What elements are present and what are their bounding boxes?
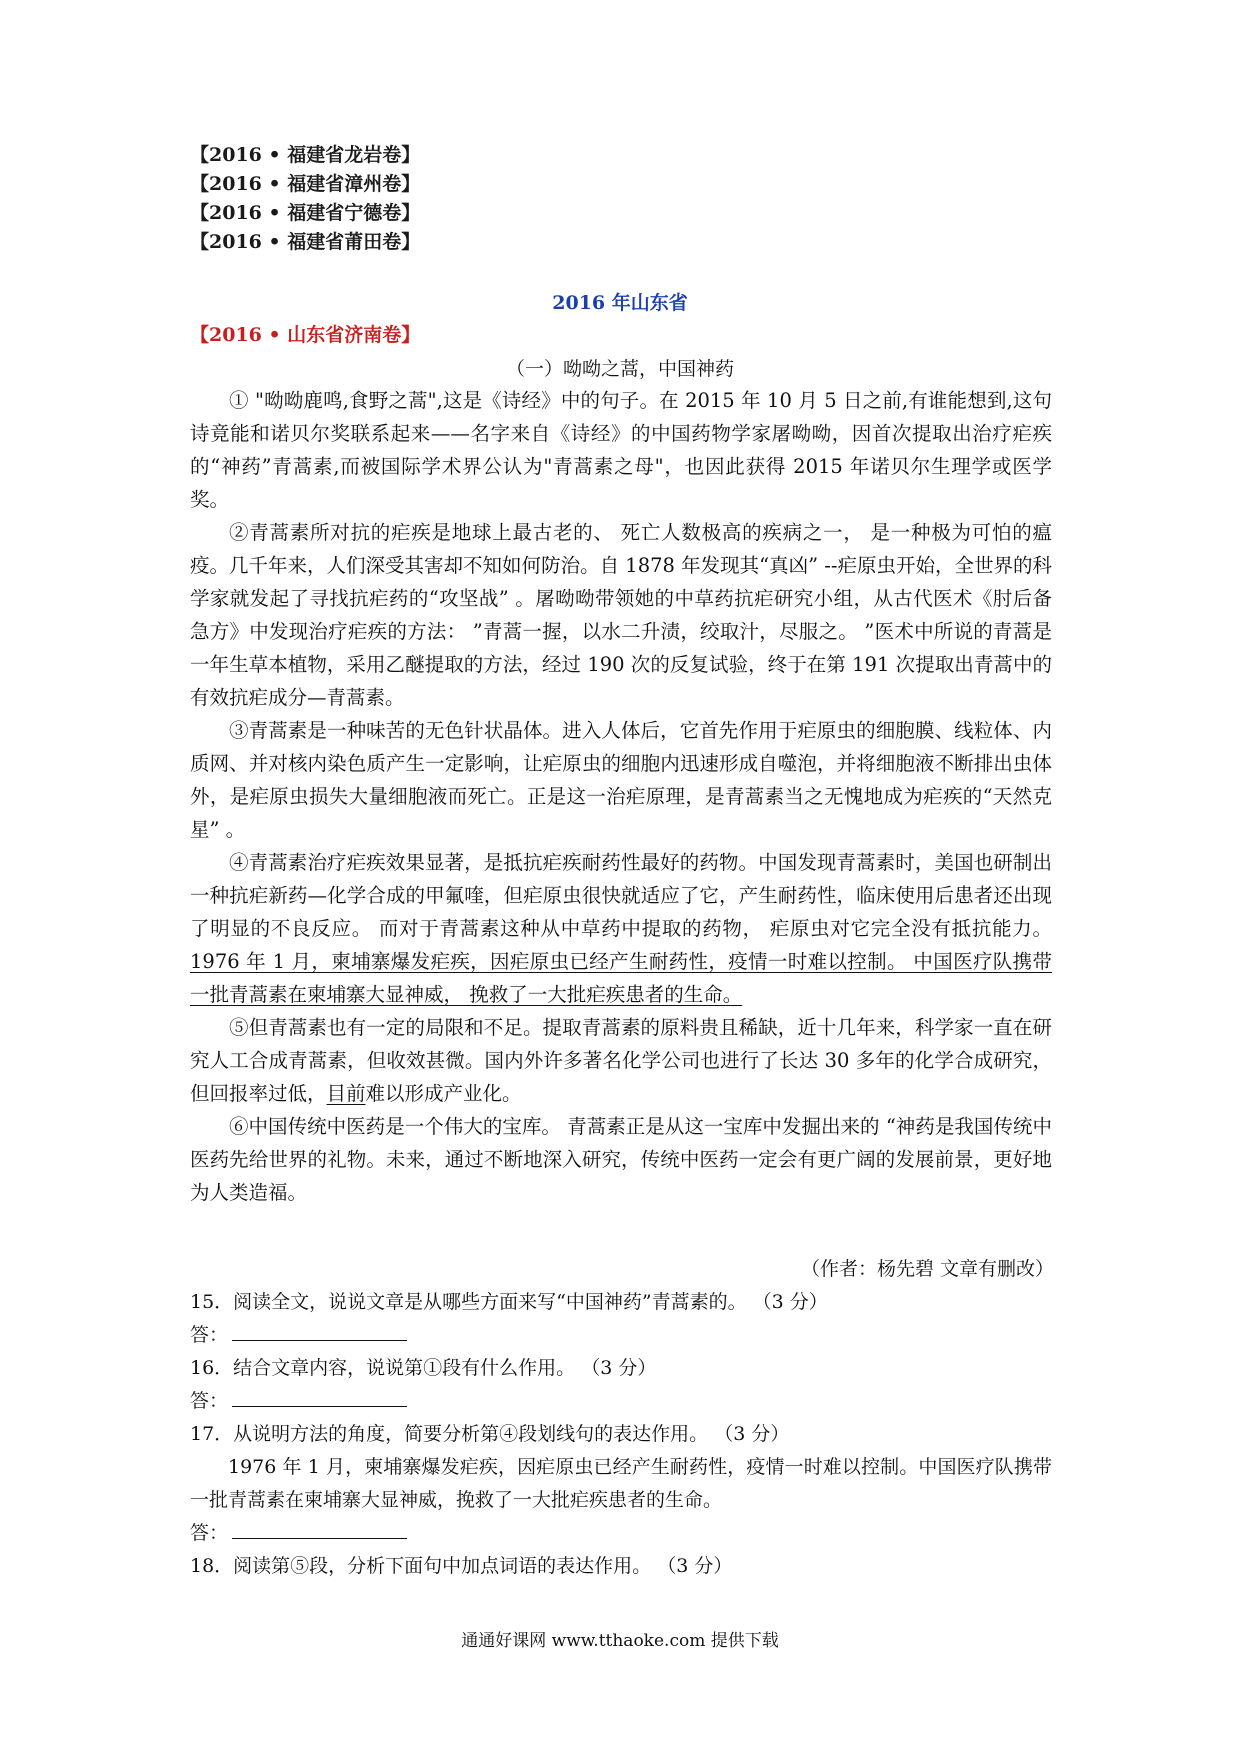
answer-15 <box>190 1319 1052 1352</box>
answer-blank-16[interactable] <box>232 1388 407 1407</box>
author-note: （作者：杨先碧 文章有删改） <box>800 1258 1054 1280</box>
answer-label: 答： <box>190 1324 229 1346</box>
page-footer: 通通好课网 www.tthaoke.com 提供下载 <box>461 1631 779 1651</box>
paragraph-5-text: ⑤但青蒿素也有一定的局限和不足。提取青蒿素的原料贵且稀缺，近十几年来，科学家一直在研究人工合成青蒿素，但收效甚微。国内外许多著名化学公司也进行了长达 30 多年的化学合成研究，但回报率过低， <box>190 1016 1052 1105</box>
answer-blank-15[interactable] <box>232 1322 407 1341</box>
answer-label: 答： <box>190 1522 229 1544</box>
paragraph-5-text-end: 难以形成产业化。 <box>365 1082 522 1105</box>
dotted-word: 目前 <box>326 1082 366 1105</box>
article-title: （一）呦呦之蒿，中国神药 <box>505 358 734 380</box>
answer-17 <box>190 1517 1052 1550</box>
answer-blank-17[interactable] <box>232 1520 407 1539</box>
question-18: 18．阅读第⑤段，分析下面句中加点词语的表达作用。 （3 分） <box>190 1555 733 1577</box>
question-17: 17．从说明方法的角度，简要分析第④段划线句的表达作用。 （3 分） <box>190 1423 790 1445</box>
exam-header-longyan: 【2016 • 福建省龙岩卷】 <box>190 144 421 166</box>
paragraph-4 <box>190 846 1052 1011</box>
underlined-sentence: 1976 年 1 月，柬埔寨爆发疟疾，因疟原虫已经产生耐药性，疫情一时难以控制。 中国医疗队携带一批青蒿素在柬埔寨大显神威， 挽救了一大批疟疾患者的生命。 <box>190 950 1052 1006</box>
paragraph-3: ③青蒿素是一种味苦的无色针状晶体。进入人体后，它首先作用于疟原虫的细胞膜、线粒体、内质网、并对核内染色质产生一定影响，让疟原虫的细胞内迅速形成自噬泡，并将细胞液不断排出虫体外，是疟原虫损失大量细胞液而死亡。正是这一治疟原理，是青蒿素当之无愧地成为疟疾的“天然克星” 。 <box>190 719 1052 841</box>
question-16: 16．结合文章内容，说说第①段有什么作用。 （3 分） <box>190 1357 657 1379</box>
paragraph-2: ②青蒿素所对抗的疟疾是地球上最古老的、 死亡人数极高的疾病之一， 是一种极为可怕的瘟疫。几千年来，人们深受其害却不知如何防治。自 1878 年发现其“真凶” --疟原虫开始，全世界的科学家就发起了寻找抗疟药的“攻坚战” 。屠呦呦带领她的中草药抗疟研究小组，从古代医术《肘后备急方》中发现治疗疟疾的方法： ”青蒿一握，以水二升渍，绞取汁，尽服之。 ”医术中所说的青蒿是一年生草本植物，采用乙醚提取的方法，经过 190 次的反复试验，终于在第 191 次提取出青蒿中的有效抗疟成分—青蒿素。 <box>190 521 1052 709</box>
answer-16 <box>190 1385 1052 1418</box>
paragraph-6: ⑥中国传统中医药是一个伟大的宝库。 青蒿素正是从这一宝库中发掘出来的 “神药是我国传统中医药先给世界的礼物。未来，通过不断地深入研究，传统中医药一定会有更广阔的发展前景，更好地为人类造福。 <box>190 1115 1052 1204</box>
question-17-quote: 1976 年 1 月，柬埔寨爆发疟疾，因疟原虫已经产生耐药性，疫情一时难以控制。中国医疗队携带一批青蒿素在柬埔寨大显神威，挽救了一大批疟疾患者的生命。 <box>190 1456 1052 1511</box>
exam-header-jinan: 【2016 • 山东省济南卷】 <box>190 324 421 346</box>
paragraph-5 <box>190 1011 1052 1110</box>
exam-header-zhangzhou: 【2016 • 福建省漳州卷】 <box>190 173 421 195</box>
exam-header-ningde: 【2016 • 福建省宁德卷】 <box>190 202 421 224</box>
question-15: 15．阅读全文，说说文章是从哪些方面来写“中国神药”青蒿素的。 （3 分） <box>190 1291 828 1313</box>
section-title: 2016 年山东省 <box>552 292 688 314</box>
paragraph-4-text: ④青蒿素治疗疟疾效果显著，是抵抗疟疾耐药性最好的药物。中国发现青蒿素时，美国也研制出一种抗疟新药—化学合成的甲氟喹，但疟原虫很快就适应了它，产生耐药性，临床使用后患者还出现了明显的不良反应。 而对于青蒿素这种从中草药中提取的药物， 疟原虫对它完全没有抵抗能力。 <box>190 851 1052 940</box>
answer-label: 答： <box>190 1390 229 1412</box>
paragraph-1: ① "呦呦鹿鸣,食野之蒿",这是《诗经》中的句子。在 2015 年 10 月 5 日之前,有谁能想到,这句诗竟能和诺贝尔奖联系起来——名字来自《诗经》的中国药物学家屠呦呦，因首次提取出治疗疟疾的“神药”青蒿素,而被国际学术界公认为"青蒿素之母"，也因此获得 2015 年诺贝尔生理学或医学奖。 <box>190 389 1052 511</box>
exam-header-putian: 【2016 • 福建省莆田卷】 <box>190 231 421 253</box>
article-body <box>190 384 1052 1209</box>
questions-section <box>190 1286 1052 1583</box>
